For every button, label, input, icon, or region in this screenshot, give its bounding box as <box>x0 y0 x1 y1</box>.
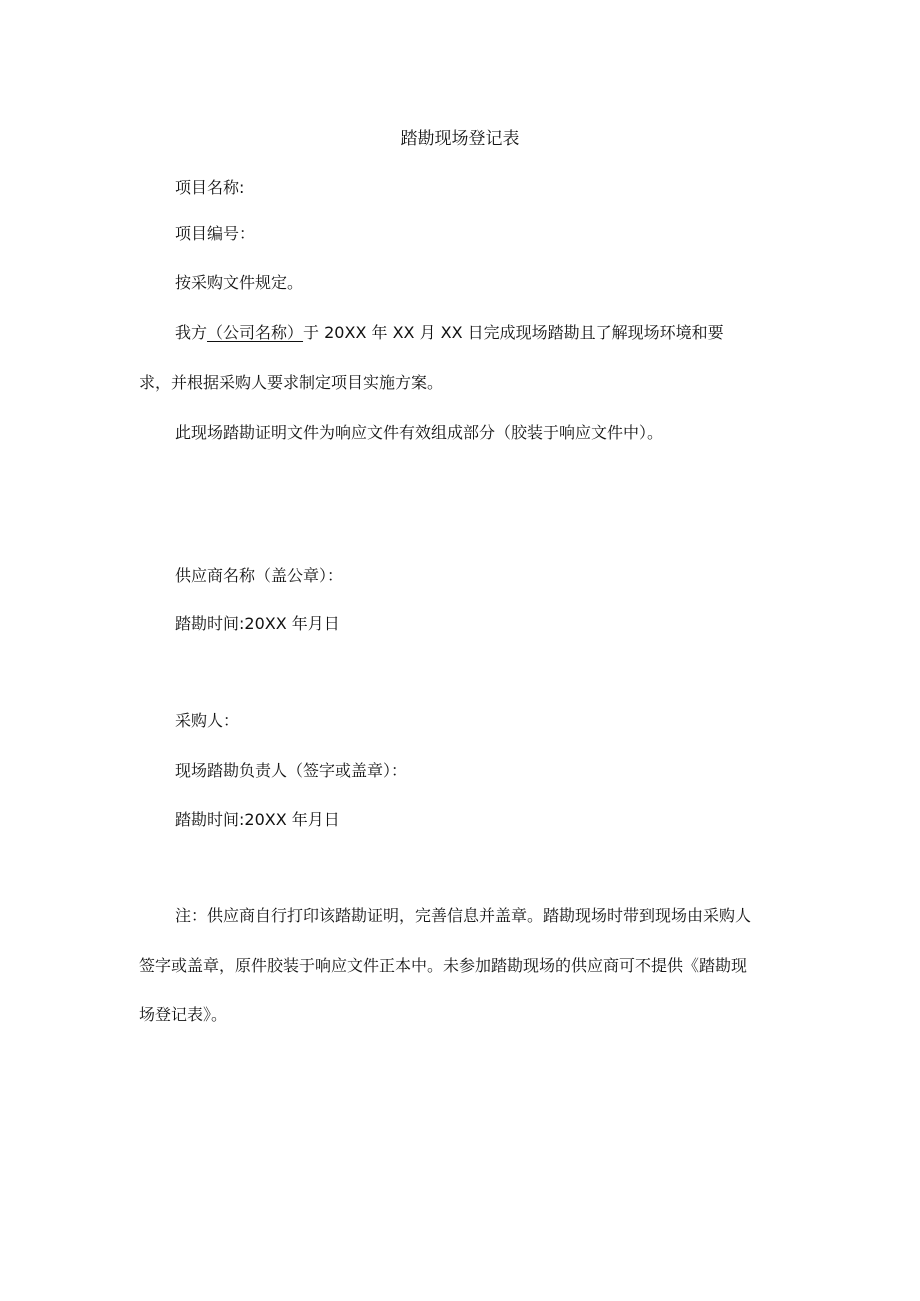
note-line-2: 签字或盖章，原件胶装于响应文件正本中。未参加踏勘现场的供应商可不提供《踏勘现 <box>139 956 748 975</box>
responsible-person-label: 现场踏勘负责人（签字或盖章）： <box>175 761 408 780</box>
certificate-line: 此现场踏勘证明文件为响应文件有效组成部分（胶装于响应文件中）。 <box>175 423 664 442</box>
statement-prefix: 我方 <box>175 323 208 342</box>
supplier-survey-time: 踏勘时间:20XX 年月日 <box>175 614 340 633</box>
note-line-3: 场登记表》。 <box>139 1005 228 1024</box>
rule-line: 按采购文件规定。 <box>175 273 304 292</box>
statement-line-2: 求，并根据采购人要求制定项目实施方案。 <box>139 373 444 392</box>
purchaser-label: 采购人： <box>175 711 240 730</box>
statement-line-1-rest: 于 20XX 年 XX 月 XX 日完成现场踏勘且了解现场环境和要 <box>303 323 724 342</box>
purchaser-survey-time: 踏勘时间:20XX 年月日 <box>175 810 340 829</box>
supplier-name-label: 供应商名称（盖公章）： <box>175 566 344 585</box>
company-name-placeholder: （公司名称） <box>207 323 304 342</box>
note-line-1: 注：供应商自行打印该踏勘证明，完善信息并盖章。踏勘现场时带到现场由采购人 <box>175 906 752 925</box>
document-title: 踏勘现场登记表 <box>400 129 520 149</box>
project-name-label: 项目名称: <box>175 178 245 197</box>
statement-line-1 <box>175 322 724 344</box>
project-number-label: 项目编号： <box>175 224 256 243</box>
